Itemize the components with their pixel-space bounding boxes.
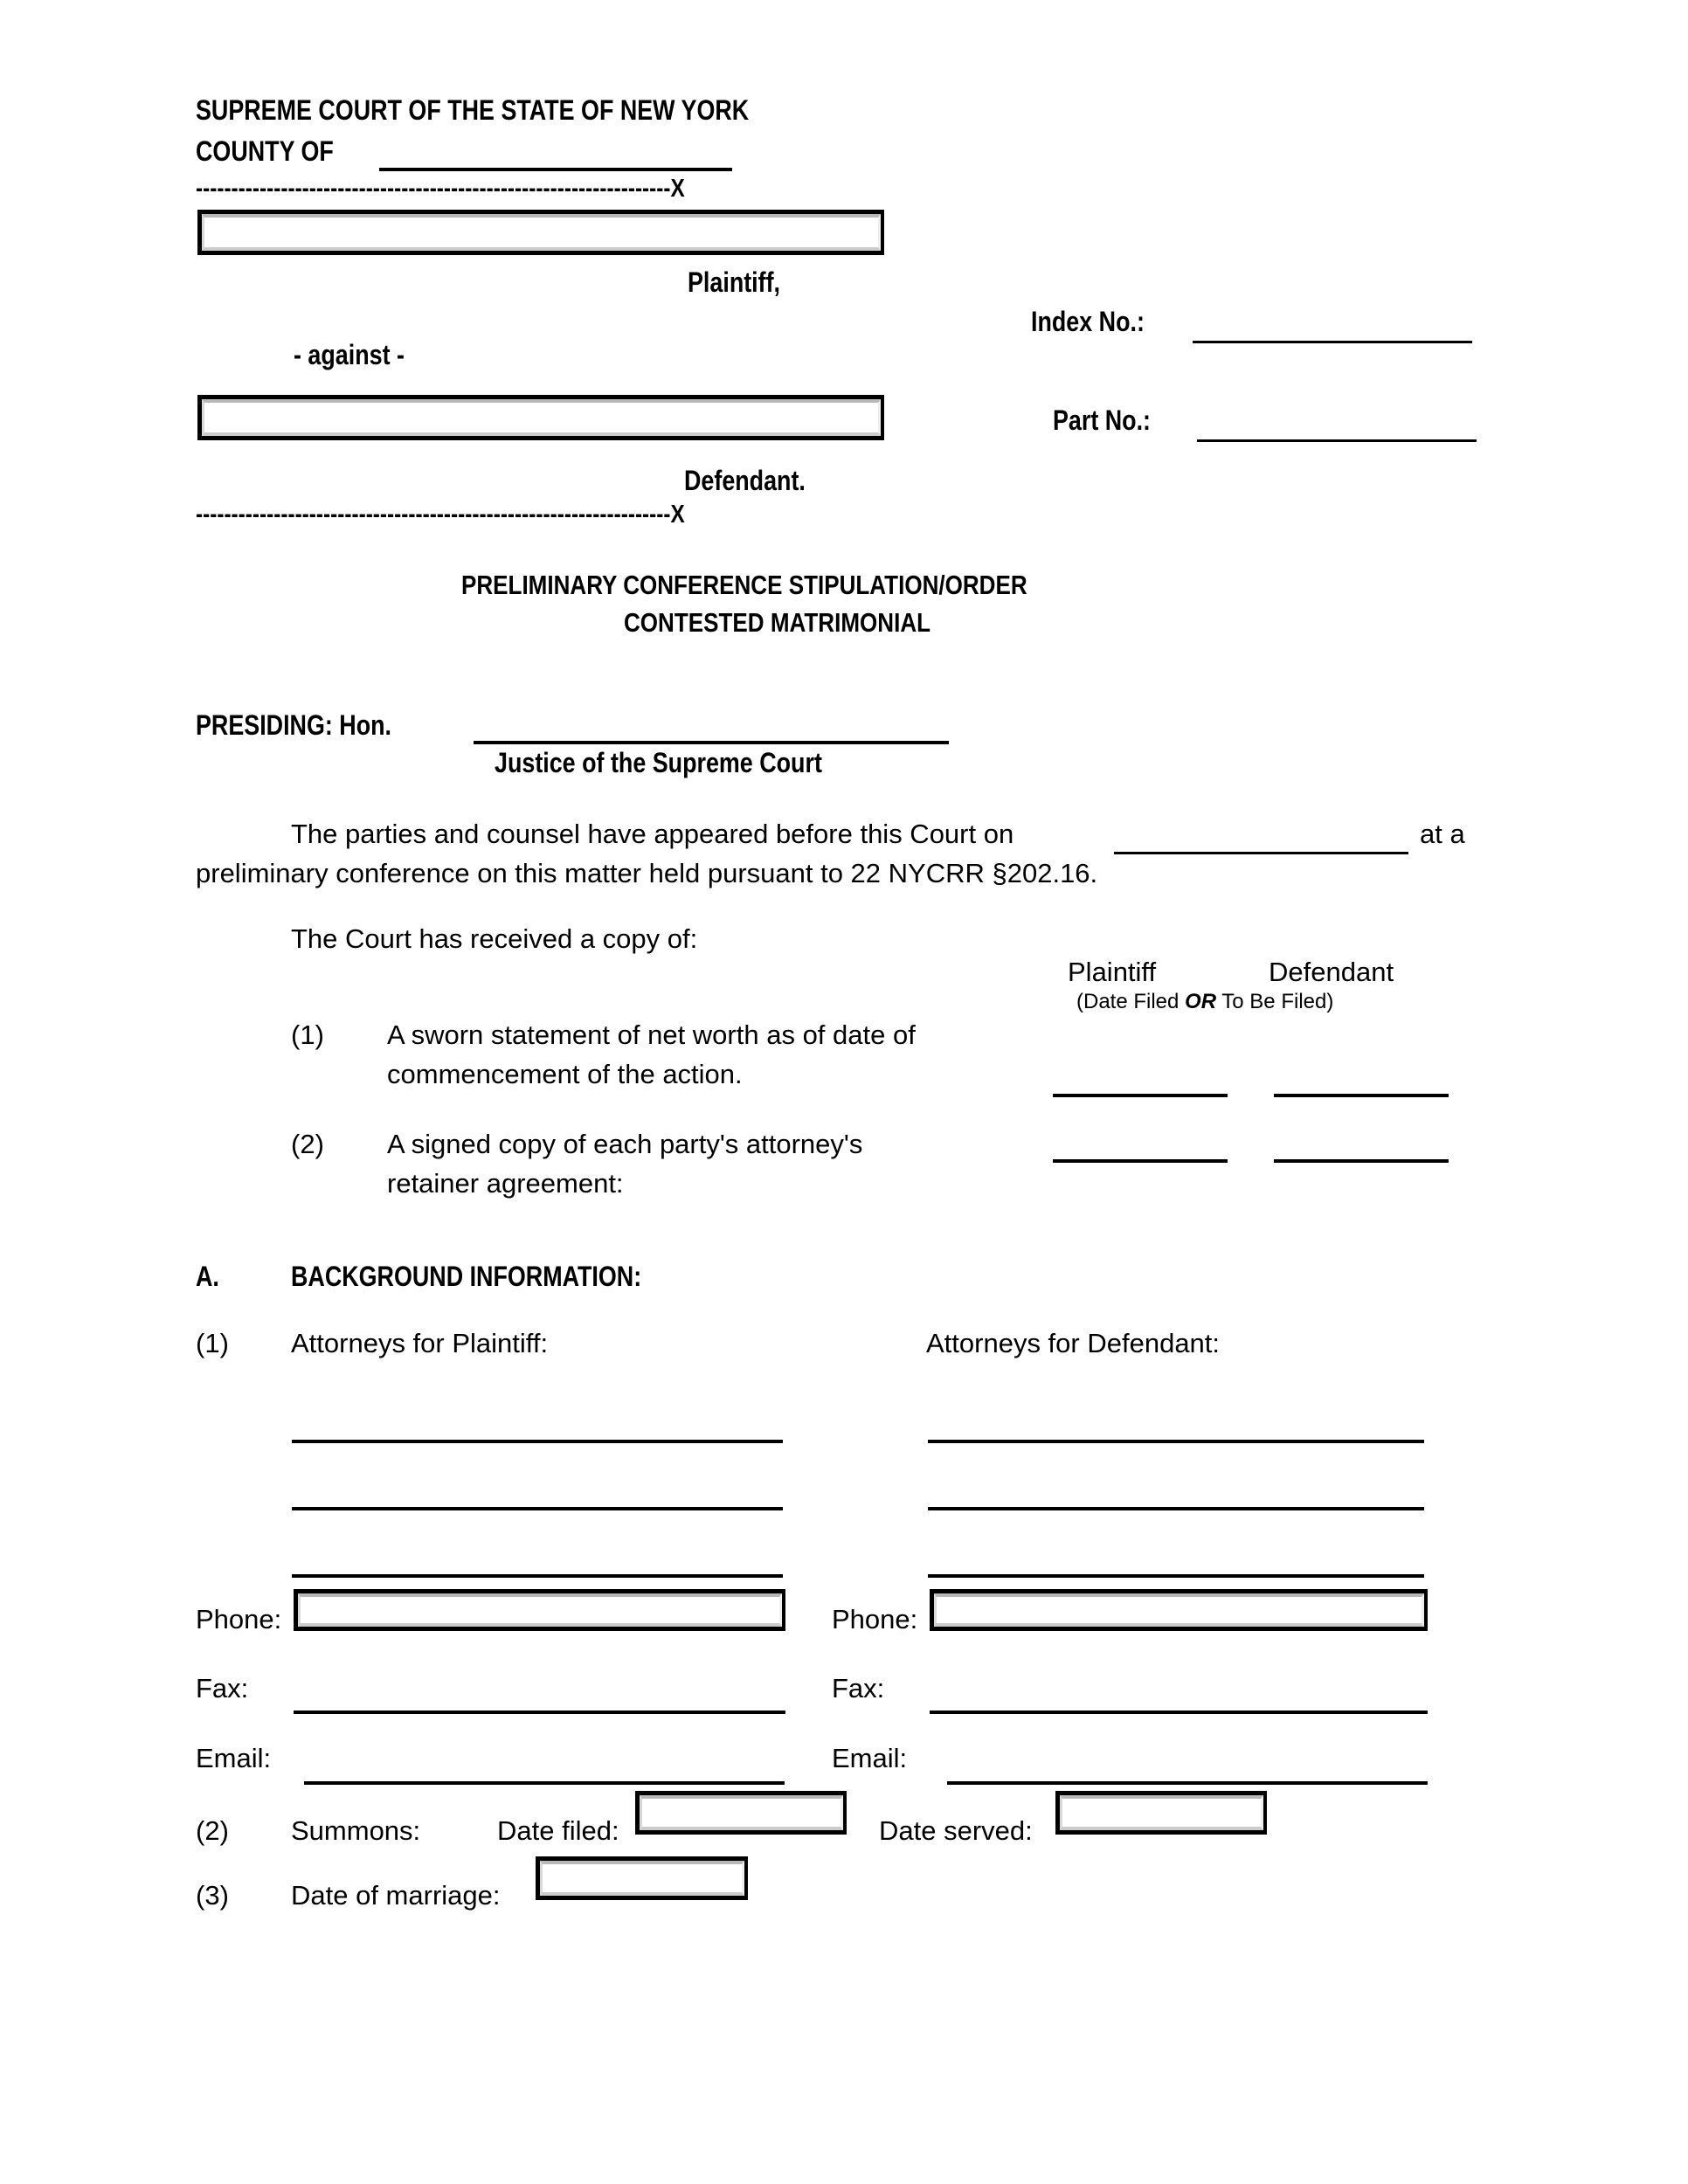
document-title-line2: CONTESTED MATRIMONIAL (624, 607, 931, 638)
appearance-sentence-part1: The parties and counsel have appeared before this Court on (291, 819, 1014, 849)
defendant-email-fill-line[interactable] (947, 1781, 1428, 1785)
received-item-1-line1: A sworn statement of net worth as of date of (387, 1019, 916, 1050)
received-item-2-line2: retainer agreement: (387, 1168, 624, 1199)
justice-subtitle: Justice of the Supreme Court (495, 747, 822, 778)
received-item-1-number: (1) (291, 1019, 324, 1050)
part-no-label: Part No.: (1053, 404, 1152, 436)
summons-label: Summons: (291, 1815, 421, 1846)
defendant-fax-label: Fax: (832, 1673, 885, 1704)
defendant-attorney-line-3[interactable] (928, 1574, 1424, 1578)
received-item-1-defendant-fill-line[interactable] (1274, 1094, 1449, 1097)
date-of-marriage-field[interactable] (536, 1856, 748, 1900)
defendant-phone-field[interactable] (930, 1589, 1428, 1631)
received-item-2-plaintiff-fill-line[interactable] (1053, 1159, 1228, 1163)
received-copy-label: The Court has received a copy of: (291, 923, 698, 954)
received-item-2-line1: A signed copy of each party's attorney's (387, 1129, 863, 1159)
caption-separator-top: -------------------------------------------------------------------X (196, 175, 685, 203)
summons-date-filed-field[interactable] (635, 1791, 847, 1835)
section-a-item1-number: (1) (196, 1328, 229, 1358)
plaintiff-phone-field[interactable] (294, 1589, 785, 1631)
summons-date-filed-label: Date filed: (497, 1815, 619, 1846)
appearance-sentence-line2: preliminary conference on this matter held pursuant to 22 NYCRR §202.16. (196, 858, 1098, 888)
section-a-item2-number: (2) (196, 1815, 229, 1846)
caption-separator-bottom: -------------------------------------------------------------------X (196, 501, 685, 529)
received-plaintiff-heading: Plaintiff (1068, 957, 1157, 987)
defendant-fax-fill-line[interactable] (930, 1711, 1428, 1714)
plaintiff-attorney-line-1[interactable] (292, 1440, 783, 1443)
part-no-fill-line[interactable] (1197, 439, 1477, 442)
plaintiff-caption-label: Plaintiff, (688, 266, 781, 298)
received-item-2-number: (2) (291, 1129, 324, 1159)
section-a-letter: A. (196, 1261, 219, 1292)
appearance-sentence-part2: at a (1420, 819, 1465, 849)
appearance-date-fill-line[interactable] (1114, 852, 1408, 854)
received-item-2-defendant-fill-line[interactable] (1274, 1159, 1449, 1163)
plaintiff-attorney-line-2[interactable] (292, 1507, 783, 1510)
defendant-email-label: Email: (832, 1743, 908, 1773)
index-no-label: Index No.: (1031, 306, 1145, 337)
received-item-1-line2: commencement of the action. (387, 1059, 743, 1089)
defendant-caption-label: Defendant. (684, 465, 806, 496)
defendant-attorney-line-1[interactable] (928, 1440, 1424, 1443)
county-fill-line[interactable] (379, 168, 732, 171)
document-title-line1: PRELIMINARY CONFERENCE STIPULATION/ORDER (461, 570, 1027, 600)
section-a-item3-number: (3) (196, 1880, 229, 1911)
plaintiff-email-fill-line[interactable] (304, 1781, 785, 1785)
against-label: - against - (294, 339, 405, 370)
presiding-judge-fill-line[interactable] (474, 741, 949, 744)
defendant-name-field[interactable] (197, 395, 884, 440)
section-a-heading: BACKGROUND INFORMATION: (291, 1261, 642, 1292)
presiding-label: PRESIDING: Hon. (196, 709, 392, 741)
defendant-attorney-line-2[interactable] (928, 1507, 1424, 1510)
plaintiff-name-field[interactable] (197, 210, 884, 255)
attorneys-for-plaintiff-heading: Attorneys for Plaintiff: (291, 1328, 549, 1358)
index-no-fill-line[interactable] (1193, 341, 1472, 343)
date-of-marriage-label: Date of marriage: (291, 1880, 501, 1911)
received-subheading-or: OR (1185, 990, 1217, 1013)
summons-date-served-label: Date served: (879, 1815, 1033, 1846)
county-label: COUNTY OF (196, 135, 334, 167)
defendant-phone-label: Phone: (832, 1604, 918, 1635)
summons-date-served-field[interactable] (1055, 1791, 1267, 1835)
received-subheading-post: To Be Filed) (1221, 990, 1334, 1013)
received-subheading-pre: (Date Filed (1076, 990, 1180, 1013)
plaintiff-fax-label: Fax: (196, 1673, 249, 1704)
plaintiff-attorney-line-3[interactable] (292, 1574, 783, 1578)
received-item-1-plaintiff-fill-line[interactable] (1053, 1094, 1228, 1097)
received-subheading (1076, 990, 1333, 1014)
plaintiff-email-label: Email: (196, 1743, 272, 1773)
plaintiff-phone-label: Phone: (196, 1604, 282, 1635)
received-defendant-heading: Defendant (1269, 957, 1394, 987)
court-title-line1: SUPREME COURT OF THE STATE OF NEW YORK (196, 94, 750, 126)
plaintiff-fax-fill-line[interactable] (294, 1711, 785, 1714)
attorneys-for-defendant-heading: Attorneys for Defendant: (926, 1328, 1221, 1358)
